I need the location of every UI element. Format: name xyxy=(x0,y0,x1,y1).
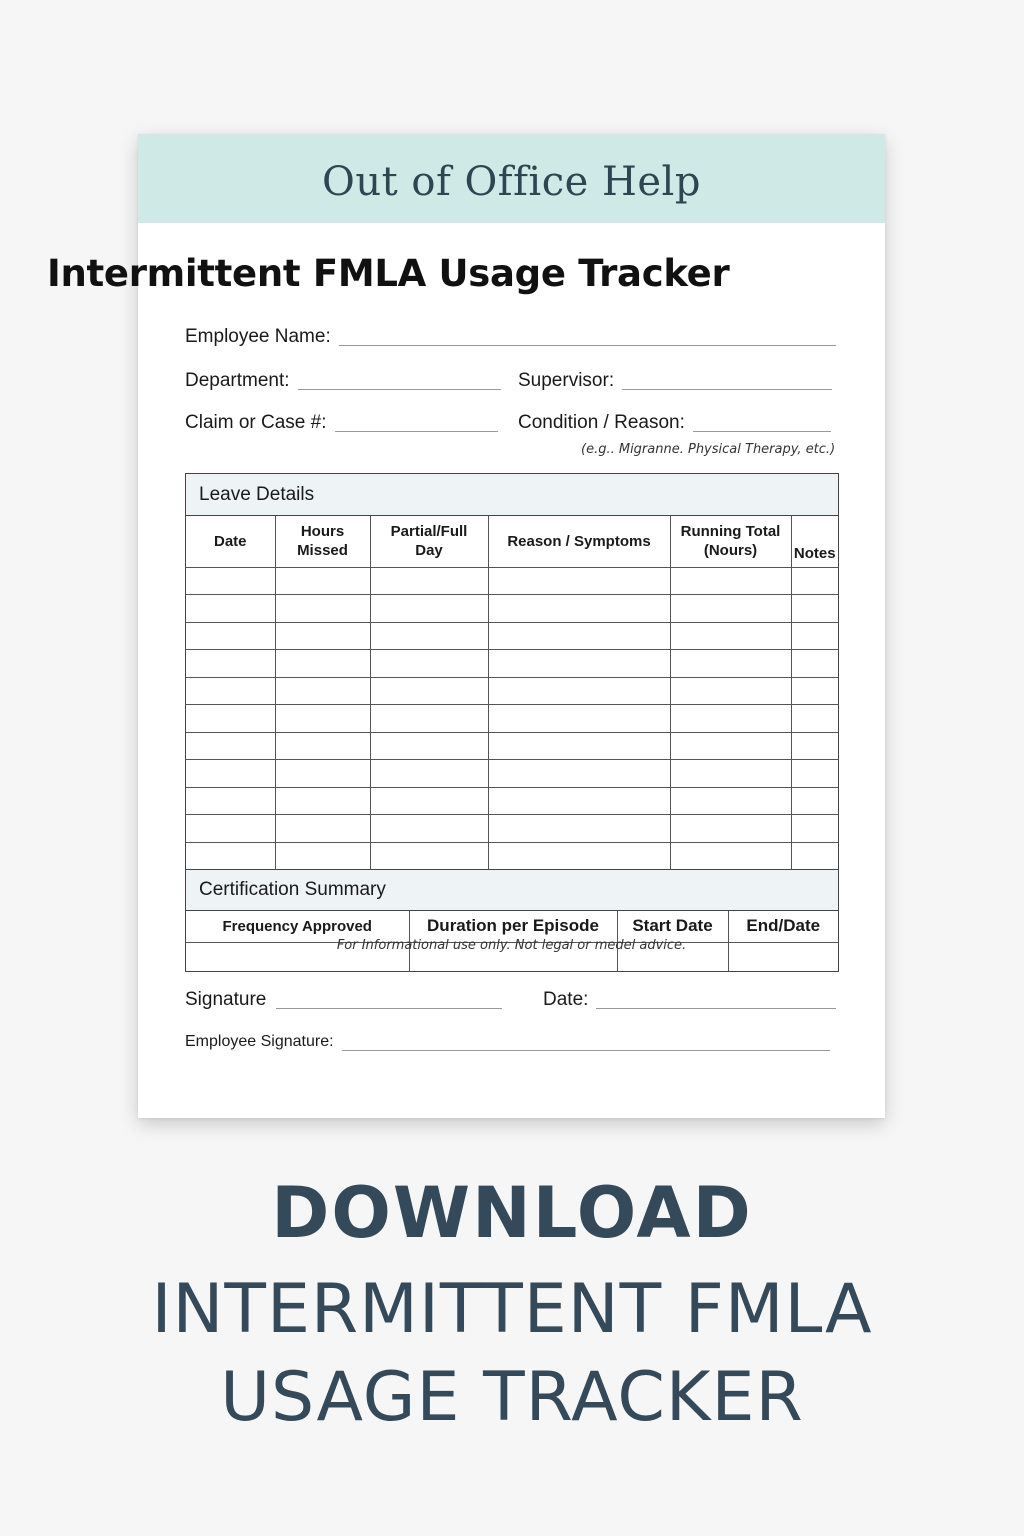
leave-cell-hours-missed[interactable] xyxy=(275,732,370,760)
leave-row xyxy=(186,815,838,843)
leave-cell-date[interactable] xyxy=(186,787,275,815)
leave-cell-notes[interactable] xyxy=(791,787,838,815)
leave-cell-partial-full-day[interactable] xyxy=(370,732,488,760)
supervisor-field[interactable] xyxy=(518,370,832,392)
leave-cell-reason-symptoms[interactable] xyxy=(488,705,670,733)
disclaimer-footnote: For Informational use only. Not legal or medel advice. xyxy=(336,938,687,953)
leave-cell-partial-full-day[interactable] xyxy=(370,622,488,650)
department-label: Department: xyxy=(185,370,290,391)
leave-cell-hours-missed[interactable] xyxy=(275,705,370,733)
leave-cell-reason-symptoms[interactable] xyxy=(488,595,670,623)
leave-cell-date[interactable] xyxy=(186,595,275,623)
col-header-end-date: End/Date xyxy=(728,911,838,942)
header-banner xyxy=(138,134,885,223)
leave-row xyxy=(186,787,838,815)
cta-line-3: USAGE TRACKER xyxy=(220,1358,804,1437)
leave-row xyxy=(186,567,838,595)
leave-cell-reason-symptoms[interactable] xyxy=(488,815,670,843)
department-field[interactable] xyxy=(185,370,501,392)
condition-reason-label: Condition / Reason: xyxy=(518,412,685,433)
col-header-frequency-approved: Frequency Approved xyxy=(186,911,409,942)
leave-cell-partial-full-day[interactable] xyxy=(370,815,488,843)
leave-cell-partial-full-day[interactable] xyxy=(370,787,488,815)
leave-cell-hours-missed[interactable] xyxy=(275,787,370,815)
leave-cell-running-total[interactable] xyxy=(670,815,791,843)
leave-cell-partial-full-day[interactable] xyxy=(370,842,488,870)
leave-row xyxy=(186,705,838,733)
date-label: Date: xyxy=(543,989,589,1010)
leave-cell-reason-symptoms[interactable] xyxy=(488,622,670,650)
leave-details-heading xyxy=(186,474,838,516)
cta-line-2: INTERMITTENT FMLA xyxy=(151,1270,873,1349)
leave-cell-running-total[interactable] xyxy=(670,622,791,650)
leave-cell-running-total[interactable] xyxy=(670,595,791,623)
condition-reason-field[interactable] xyxy=(518,412,831,434)
supervisor-line[interactable] xyxy=(622,388,832,390)
leave-cell-reason-symptoms[interactable] xyxy=(488,787,670,815)
leave-cell-partial-full-day[interactable] xyxy=(370,760,488,788)
leave-details-table xyxy=(186,516,838,870)
leave-cell-notes[interactable] xyxy=(791,732,838,760)
date-line[interactable] xyxy=(596,1007,836,1009)
leave-cell-reason-symptoms[interactable] xyxy=(488,567,670,595)
leave-cell-hours-missed[interactable] xyxy=(275,677,370,705)
cta-download: DOWNLOAD xyxy=(271,1172,753,1254)
leave-cell-date[interactable] xyxy=(186,622,275,650)
leave-cell-notes[interactable] xyxy=(791,815,838,843)
leave-cell-reason-symptoms[interactable] xyxy=(488,760,670,788)
leave-row xyxy=(186,732,838,760)
leave-cell-hours-missed[interactable] xyxy=(275,567,370,595)
leave-cell-date[interactable] xyxy=(186,732,275,760)
date-field[interactable] xyxy=(543,989,836,1011)
leave-cell-hours-missed[interactable] xyxy=(275,815,370,843)
col-header-hours-missed: Hours Missed xyxy=(275,516,370,567)
document-title: Intermittent FMLA Usage Tracker xyxy=(47,252,730,295)
leave-cell-running-total[interactable] xyxy=(670,567,791,595)
col-header-partial-full-day: Partial/Full Day xyxy=(370,516,488,567)
col-header-notes: Notes xyxy=(791,516,838,567)
leave-header-row xyxy=(186,516,838,567)
leave-cell-partial-full-day[interactable] xyxy=(370,567,488,595)
leave-row xyxy=(186,595,838,623)
col-header-date: Date xyxy=(186,516,275,567)
signature-line[interactable] xyxy=(276,1007,502,1009)
banner-title: Out of Office Help xyxy=(322,158,701,205)
employee-name-label: Employee Name: xyxy=(185,326,331,347)
leave-cell-notes[interactable] xyxy=(791,705,838,733)
leave-cell-running-total[interactable] xyxy=(670,650,791,678)
signature-field[interactable] xyxy=(185,989,502,1011)
leave-row xyxy=(186,650,838,678)
leave-cell-partial-full-day[interactable] xyxy=(370,677,488,705)
leave-cell-reason-symptoms[interactable] xyxy=(488,732,670,760)
leave-cell-running-total[interactable] xyxy=(670,677,791,705)
leave-cell-hours-missed[interactable] xyxy=(275,760,370,788)
leave-row xyxy=(186,677,838,705)
leave-details-body xyxy=(186,567,838,870)
leave-cell-date[interactable] xyxy=(186,815,275,843)
leave-cell-running-total[interactable] xyxy=(670,787,791,815)
leave-cell-running-total[interactable] xyxy=(670,760,791,788)
leave-cell-reason-symptoms[interactable] xyxy=(488,650,670,678)
leave-cell-hours-missed[interactable] xyxy=(275,650,370,678)
leave-cell-running-total[interactable] xyxy=(670,705,791,733)
certification-summary-heading xyxy=(186,869,838,911)
claim-case-field[interactable] xyxy=(185,412,498,434)
leave-cell-notes[interactable] xyxy=(791,595,838,623)
tracker-grid xyxy=(185,473,839,972)
supervisor-label: Supervisor: xyxy=(518,370,615,391)
leave-cell-partial-full-day[interactable] xyxy=(370,650,488,678)
employee-name-field[interactable] xyxy=(185,326,836,348)
leave-cell-date[interactable] xyxy=(186,842,275,870)
leave-cell-notes[interactable] xyxy=(791,622,838,650)
leave-cell-partial-full-day[interactable] xyxy=(370,595,488,623)
leave-details-title: Leave Details xyxy=(199,483,315,505)
leave-cell-date[interactable] xyxy=(186,705,275,733)
employee-signature-label: Employee Signature: xyxy=(185,1033,334,1050)
employee-name-line[interactable] xyxy=(339,344,836,346)
condition-hint: (e.g.. Migranne. Physical Therapy, etc.) xyxy=(581,442,836,457)
condition-reason-line[interactable] xyxy=(693,430,831,432)
leave-cell-date[interactable] xyxy=(186,650,275,678)
leave-cell-hours-missed[interactable] xyxy=(275,595,370,623)
department-line[interactable] xyxy=(298,388,501,390)
leave-cell-notes[interactable] xyxy=(791,677,838,705)
certification-summary-title: Certification Summary xyxy=(199,879,386,900)
signature-label: Signature xyxy=(185,989,267,1010)
leave-row xyxy=(186,622,838,650)
leave-cell-hours-missed[interactable] xyxy=(275,842,370,870)
leave-cell-running-total[interactable] xyxy=(670,842,791,870)
col-header-start-date: Start Date xyxy=(617,911,728,942)
col-header-reason-symptoms: Reason / Symptoms xyxy=(488,516,670,567)
leave-row xyxy=(186,842,838,870)
leave-cell-date[interactable] xyxy=(186,760,275,788)
leave-cell-notes[interactable] xyxy=(791,842,838,870)
claim-case-label: Claim or Case #: xyxy=(185,412,327,433)
leave-cell-date[interactable] xyxy=(186,677,275,705)
leave-cell-hours-missed[interactable] xyxy=(275,622,370,650)
claim-case-line[interactable] xyxy=(335,430,498,432)
leave-cell-reason-symptoms[interactable] xyxy=(488,842,670,870)
employee-signature-field[interactable] xyxy=(185,1031,830,1053)
leave-cell-notes[interactable] xyxy=(791,567,838,595)
leave-cell-notes[interactable] xyxy=(791,760,838,788)
leave-cell-reason-symptoms[interactable] xyxy=(488,677,670,705)
col-header-duration-per-episode: Duration per Episode xyxy=(409,911,617,942)
employee-signature-line[interactable] xyxy=(342,1049,830,1051)
leave-cell-notes[interactable] xyxy=(791,650,838,678)
leave-row xyxy=(186,760,838,788)
leave-cell-date[interactable] xyxy=(186,567,275,595)
leave-cell-running-total[interactable] xyxy=(670,732,791,760)
leave-cell-partial-full-day[interactable] xyxy=(370,705,488,733)
col-header-running-total: Running Total (Nours) xyxy=(670,516,791,567)
